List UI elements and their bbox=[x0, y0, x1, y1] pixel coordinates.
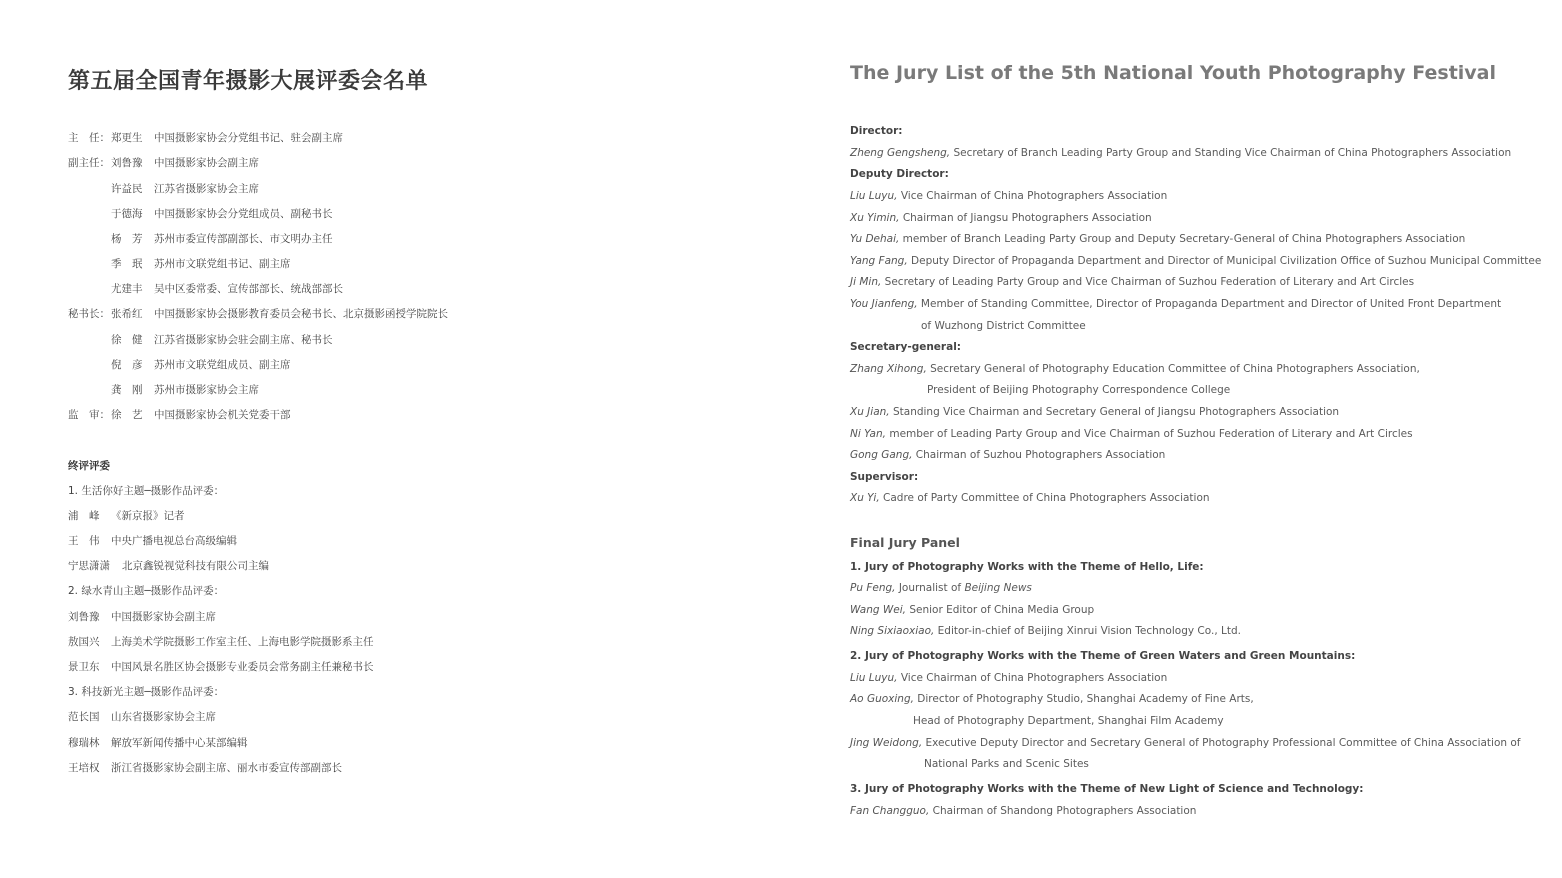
committee-row: 监 审：徐 艺 中国摄影家协会机关党委干部 bbox=[68, 409, 291, 421]
jury-entry: Yu Dehai, member of Branch Leading Party Group and Deputy Secretary-General of China Photographers Association bbox=[850, 233, 1466, 245]
jury-entry-continuation: Head of Photography Department, Shanghai Film Academy bbox=[913, 715, 1224, 727]
jury-group-title-zh: 3. 科技新光主题─摄影作品评委： bbox=[68, 686, 225, 698]
jury-entry: Xu Yimin, Chairman of Jiangsu Photographers Association bbox=[850, 212, 1152, 224]
jury-entry: Zheng Gengsheng, Secretary of Branch Leading Party Group and Standing Vice Chairman of China Photographers Association bbox=[850, 147, 1512, 159]
jury-entry: Xu Yi, Cadre of Party Committee of China Photographers Association bbox=[850, 492, 1210, 504]
jury-group-title-en: 2. Jury of Photography Works with the Theme of Green Waters and Green Mountains: bbox=[850, 650, 1356, 662]
jury-entry: Xu Jian, Standing Vice Chairman and Secretary General of Jiangsu Photographers Association bbox=[850, 406, 1340, 418]
jury-entry: Yang Fang, Deputy Director of Propaganda Department and Director of Municipal Civilization Office of Suzhou Municipal Committee bbox=[850, 255, 1542, 267]
jury-group-title-zh: 2. 绿水青山主题─摄影作品评委： bbox=[68, 585, 225, 597]
secgen-label: Secretary-general: bbox=[850, 341, 961, 353]
jury-row: 浦 峰 《新京报》记者 bbox=[68, 510, 185, 522]
supervisor-label: Supervisor: bbox=[850, 471, 919, 483]
jury-entry-continuation: National Parks and Scenic Sites bbox=[924, 758, 1089, 770]
committee-row: 主 任：郑更生 中国摄影家协会分党组书记、驻会副主席 bbox=[68, 132, 343, 144]
jury-row: 景卫东 中国风景名胜区协会摄影专业委员会常务副主任兼秘书长 bbox=[68, 661, 374, 673]
jury-entry: Wang Wei, Senior Editor of China Media Group bbox=[850, 604, 1095, 616]
committee-row: 倪 彦 苏州市文联党组成员、副主席 bbox=[111, 359, 291, 371]
committee-row: 副主任：刘鲁豫 中国摄影家协会副主席 bbox=[68, 157, 259, 169]
committee-row: 龚 刚 苏州市摄影家协会主席 bbox=[111, 384, 259, 396]
jury-entry: Jing Weidong, Executive Deputy Director and Secretary General of Photography Professional Committee of China Association of bbox=[850, 737, 1521, 749]
jury-row: 宁思潇潇 北京鑫锐视觉科技有限公司主编 bbox=[68, 560, 269, 572]
jury-row: 范长国 山东省摄影家协会主席 bbox=[68, 711, 216, 723]
committee-row: 尤建丰 吴中区委常委、宣传部部长、统战部部长 bbox=[111, 283, 343, 295]
jury-entry: Liu Luyu, Vice Chairman of China Photographers Association bbox=[850, 190, 1168, 202]
jury-entry: Ji Min, Secretary of Leading Party Group and Vice Chairman of Suzhou Federation of Literary and Art Circles bbox=[850, 276, 1415, 288]
jury-row: 刘鲁豫 中国摄影家协会副主席 bbox=[68, 611, 216, 623]
jury-group-title-en: 1. Jury of Photography Works with the Theme of Hello, Life: bbox=[850, 561, 1204, 573]
jury-entry: Ni Yan, member of Leading Party Group and Vice Chairman of Suzhou Federation of Literary and Art Circles bbox=[850, 428, 1413, 440]
jury-entry: Ao Guoxing, Director of Photography Studio, Shanghai Academy of Fine Arts, bbox=[850, 693, 1254, 705]
jury-row: 穆瑞林 解放军新闻传播中心某部编辑 bbox=[68, 737, 248, 749]
director-label: Director: bbox=[850, 125, 903, 137]
final-jury-heading-zh: 终评评委 bbox=[68, 460, 110, 472]
jury-entry: Zhang Xihong, Secretary General of Photography Education Committee of China Photographers Association, bbox=[850, 363, 1420, 375]
final-jury-panel-heading: Final Jury Panel bbox=[850, 535, 960, 550]
jury-entry: Pu Feng, Journalist of Beijing News bbox=[850, 582, 1032, 594]
jury-entry: Fan Changguo, Chairman of Shandong Photographers Association bbox=[850, 805, 1197, 817]
jury-row: 王 伟 中央广播电视总台高级编辑 bbox=[68, 535, 237, 547]
jury-entry: You Jianfeng, Member of Standing Committee, Director of Propaganda Department and Director of United Front Department bbox=[850, 298, 1502, 310]
jury-entry-continuation: President of Beijing Photography Correspondence College bbox=[927, 384, 1231, 396]
committee-row: 许益民 江苏省摄影家协会主席 bbox=[111, 183, 259, 195]
page-title-zh: 第五届全国青年摄影大展评委会名单 bbox=[68, 69, 429, 94]
page-title-en: The Jury List of the 5th National Youth Photography Festival bbox=[850, 62, 1497, 84]
committee-row: 杨 芳 苏州市委宣传部副部长、市文明办主任 bbox=[111, 233, 333, 245]
committee-row: 季 珉 苏州市文联党组书记、副主席 bbox=[111, 258, 291, 270]
jury-row: 敖国兴 上海美术学院摄影工作室主任、上海电影学院摄影系主任 bbox=[68, 636, 374, 648]
jury-entry: Ning Sixiaoxiao, Editor-in-chief of Beijing Xinrui Vision Technology Co., Ltd. bbox=[850, 625, 1241, 637]
jury-entry: Liu Luyu, Vice Chairman of China Photographers Association bbox=[850, 672, 1168, 684]
committee-row: 于德海 中国摄影家协会分党组成员、副秘书长 bbox=[111, 208, 333, 220]
jury-group-title-en: 3. Jury of Photography Works with the Theme of New Light of Science and Technology: bbox=[850, 783, 1364, 795]
jury-group-title-zh: 1. 生活你好主题─摄影作品评委： bbox=[68, 485, 225, 497]
jury-entry: Gong Gang, Chairman of Suzhou Photographers Association bbox=[850, 449, 1166, 461]
committee-row: 秘书长：张希红 中国摄影家协会摄影教育委员会秘书长、北京摄影函授学院院长 bbox=[68, 308, 448, 320]
deputy-label: Deputy Director: bbox=[850, 168, 949, 180]
committee-row: 徐 健 江苏省摄影家协会驻会副主席、秘书长 bbox=[111, 334, 333, 346]
jury-row: 王培权 浙江省摄影家协会副主席、丽水市委宣传部副部长 bbox=[68, 762, 342, 774]
jury-entry-continuation: of Wuzhong District Committee bbox=[921, 320, 1086, 332]
